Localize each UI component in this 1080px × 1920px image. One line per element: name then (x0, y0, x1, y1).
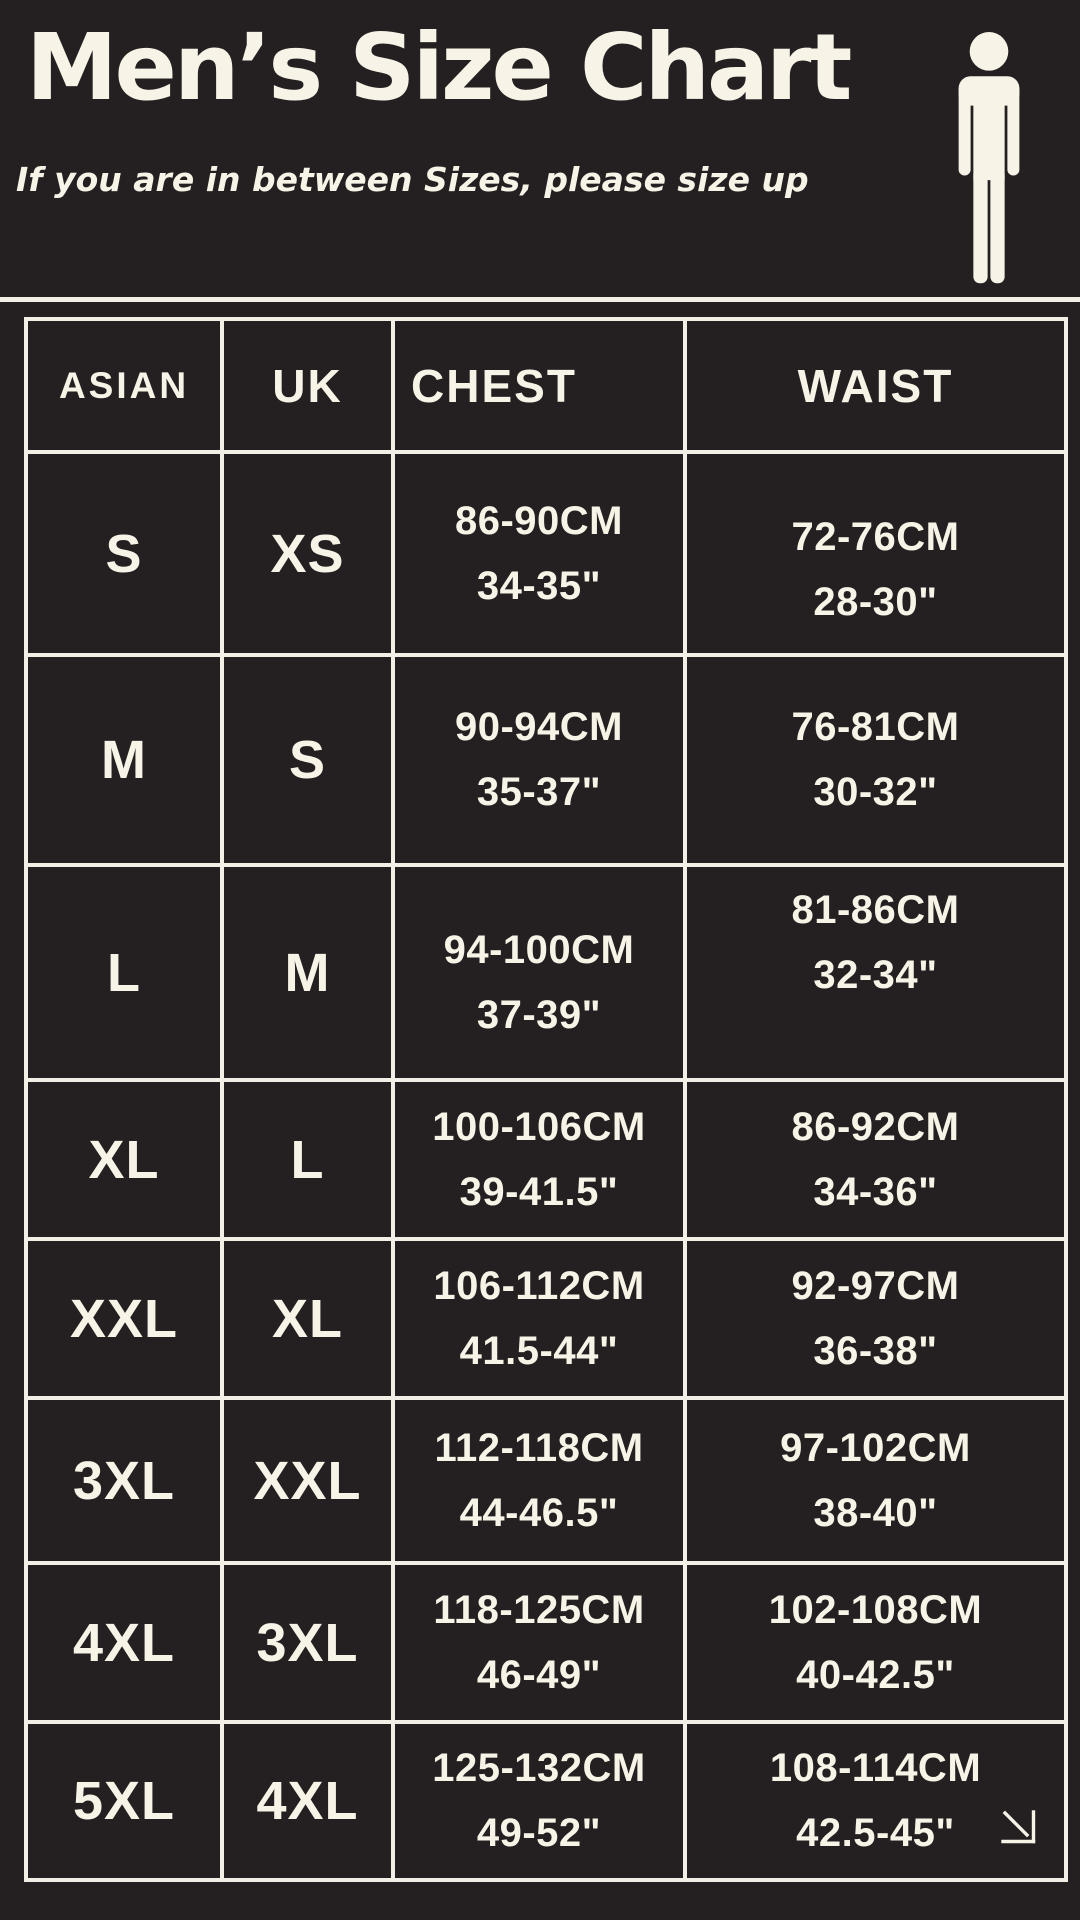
size-chart-table-wrap (24, 317, 1064, 1882)
table-row (26, 1080, 1066, 1239)
uk-size-value: XS (270, 523, 345, 584)
male-figure-icon (943, 30, 1035, 288)
waist-inches-value: 32-34" (813, 952, 938, 997)
cell-asian-size (26, 655, 222, 865)
waist-cm-value: 86-92CM (791, 1104, 960, 1149)
cell-asian-size (26, 1239, 222, 1398)
chest-cm-value: 106-112CM (433, 1263, 645, 1308)
header-divider (0, 297, 1080, 302)
cell-asian-size (26, 1080, 222, 1239)
header (0, 0, 1080, 302)
asian-size-value: 4XL (72, 1612, 176, 1673)
asian-size-value: XXL (69, 1288, 179, 1349)
waist-cm-value: 97-102CM (780, 1425, 971, 1470)
cell-waist-measurement (685, 1722, 1066, 1880)
column-header-waist: WAIST (685, 319, 1066, 452)
page-title: Men’s Size Chart (26, 14, 850, 121)
cell-waist-measurement (685, 865, 1066, 1080)
cell-chest-measurement (393, 1239, 685, 1398)
cell-chest-measurement (393, 452, 685, 655)
waist-inches-value: 42.5-45" (796, 1811, 955, 1855)
asian-size-value: M (101, 730, 147, 790)
waist-cm-value: 81-86CM (791, 887, 960, 932)
chest-cm-value: 86-90CM (454, 498, 623, 543)
cell-uk-size (222, 1398, 393, 1563)
chest-inches-value: 35-37" (476, 770, 602, 814)
column-header-chest: CHEST (393, 319, 685, 452)
cell-uk-size (222, 655, 393, 865)
uk-size-value: 3XL (256, 1612, 359, 1673)
uk-size-value: XL (271, 1288, 343, 1349)
asian-size-value: S (105, 523, 143, 584)
waist-inches-value: 36-38" (813, 1328, 938, 1373)
cell-uk-size (222, 1722, 393, 1880)
cell-chest-measurement (393, 1563, 685, 1722)
table-row (26, 1563, 1066, 1722)
asian-size-value: L (107, 942, 141, 1003)
cell-asian-size (26, 865, 222, 1080)
cell-chest-measurement (393, 865, 685, 1080)
chest-inches-value: 37-39" (476, 992, 602, 1037)
cell-asian-size (26, 452, 222, 655)
chest-inches-value: 34-35" (476, 563, 602, 608)
cell-waist-measurement (685, 1080, 1066, 1239)
uk-size-value: XXL (253, 1450, 362, 1511)
table-row (26, 865, 1066, 1080)
table-row (26, 1239, 1066, 1398)
header-row (26, 319, 1066, 452)
chest-inches-value: 44-46.5" (459, 1490, 619, 1535)
waist-inches-value: 28-30" (813, 579, 938, 624)
waist-cm-value: 76-81CM (791, 705, 960, 750)
uk-size-value: S (288, 730, 327, 790)
waist-inches-value: 40-42.5" (796, 1652, 955, 1697)
size-chart-table (24, 317, 1068, 1882)
chest-inches-value: 39-41.5" (459, 1169, 619, 1214)
cell-uk-size (222, 452, 393, 655)
cell-chest-measurement (393, 1080, 685, 1239)
asian-size-value: XL (88, 1129, 160, 1190)
cell-uk-size (222, 1239, 393, 1398)
table-row (26, 1398, 1066, 1563)
asian-size-value: 3XL (72, 1450, 176, 1511)
chest-cm-value: 94-100CM (443, 927, 635, 972)
cell-chest-measurement (393, 1398, 685, 1563)
uk-size-value: L (290, 1129, 325, 1190)
cell-uk-size (222, 865, 393, 1080)
table-row (26, 452, 1066, 655)
table-row (26, 655, 1066, 865)
uk-size-value: M (284, 942, 331, 1003)
uk-size-value: 4XL (256, 1771, 359, 1831)
chest-inches-value: 41.5-44" (459, 1328, 619, 1373)
cell-waist-measurement (685, 1239, 1066, 1398)
cell-waist-measurement (685, 452, 1066, 655)
asian-size-value: 5XL (72, 1771, 176, 1831)
chest-cm-value: 118-125CM (433, 1587, 645, 1632)
cell-chest-measurement (393, 655, 685, 865)
cell-asian-size (26, 1722, 222, 1880)
cell-waist-measurement (685, 655, 1066, 865)
waist-cm-value: 92-97CM (791, 1263, 960, 1308)
waist-cm-value: 108-114CM (769, 1746, 982, 1791)
diagonal-down-right-arrow-icon (1000, 1808, 1038, 1846)
cell-waist-measurement (685, 1563, 1066, 1722)
waist-cm-value: 102-108CM (768, 1587, 983, 1632)
chest-inches-value: 49-52" (476, 1811, 602, 1855)
cell-uk-size (222, 1563, 393, 1722)
chest-cm-value: 112-118CM (434, 1425, 644, 1470)
chest-cm-value: 90-94CM (454, 705, 623, 750)
waist-inches-value: 34-36" (813, 1169, 938, 1214)
waist-inches-value: 30-32" (813, 770, 938, 814)
table-row (26, 1722, 1066, 1880)
cell-chest-measurement (393, 1722, 685, 1880)
waist-cm-value: 72-76CM (791, 514, 960, 559)
chest-cm-value: 100-106CM (432, 1104, 646, 1149)
chest-inches-value: 46-49" (476, 1652, 602, 1697)
column-header-asian: ASIAN (26, 319, 222, 452)
cell-uk-size (222, 1080, 393, 1239)
subtitle-note: If you are in between Sizes, please size up (16, 160, 809, 199)
cell-waist-measurement (685, 1398, 1066, 1563)
column-header-uk: UK (222, 319, 393, 452)
cell-asian-size (26, 1563, 222, 1722)
cell-asian-size (26, 1398, 222, 1563)
waist-inches-value: 38-40" (813, 1490, 938, 1535)
chest-cm-value: 125-132CM (432, 1746, 646, 1791)
